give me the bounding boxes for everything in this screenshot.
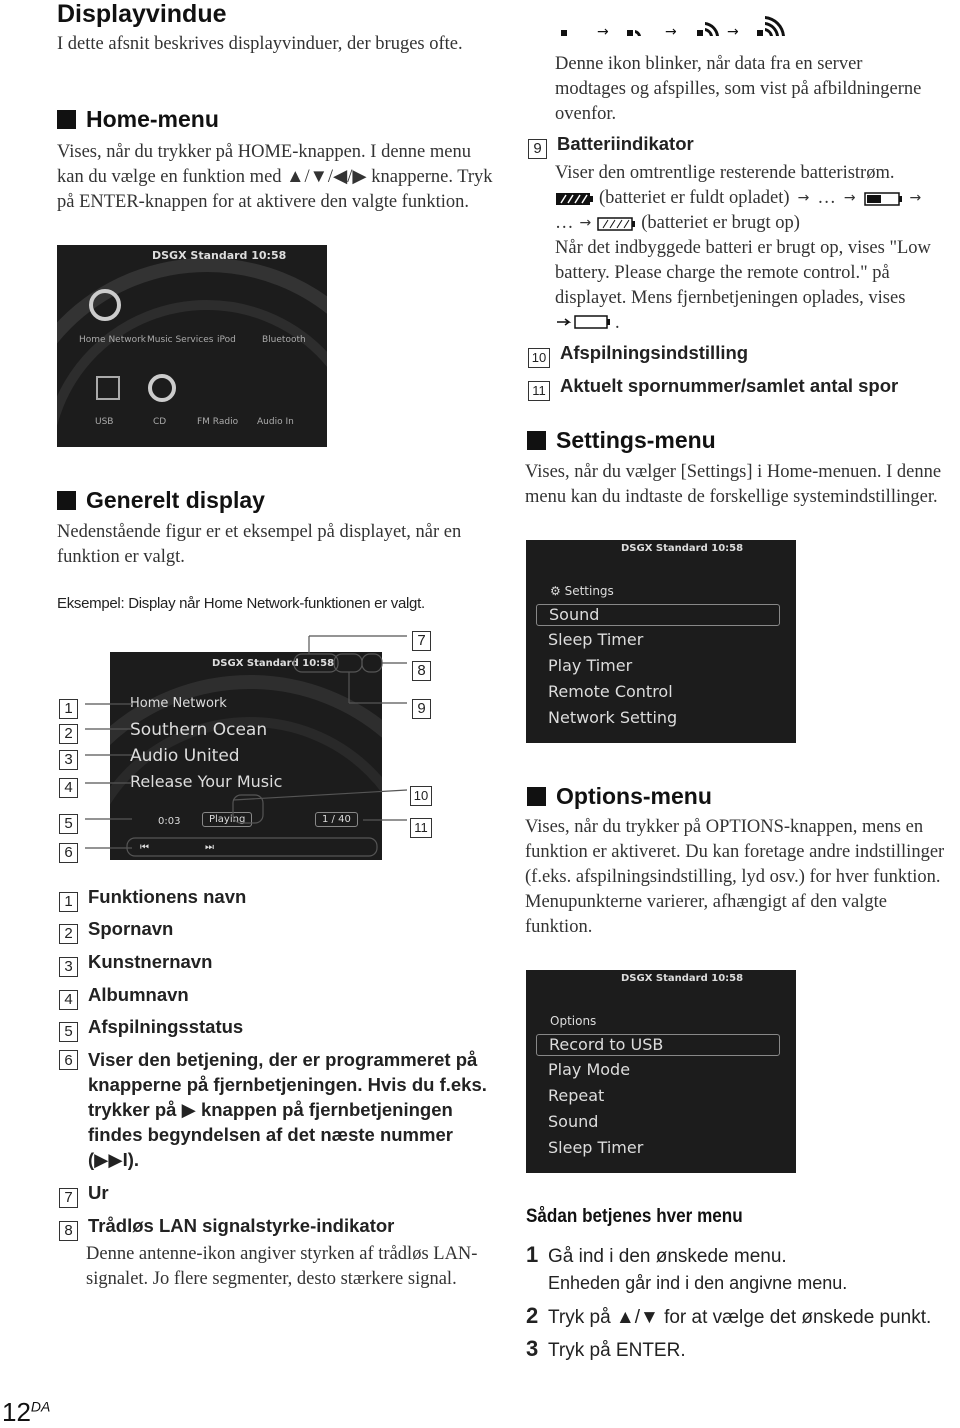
callout-1: 1: [59, 694, 88, 719]
options-menu-heading: Options-menu: [527, 783, 712, 810]
item-1: 1 Funktionens navn: [59, 884, 246, 912]
options-menu-screenshot: [526, 970, 796, 1173]
settings-item-play-timer[interactable]: Play Timer: [548, 656, 633, 675]
battery-half-icon: [864, 191, 904, 207]
home-screen-header: DSGX Standard 10:58: [152, 249, 287, 262]
callout-8: 8: [412, 656, 441, 681]
home-item-5: USB: [95, 417, 114, 427]
home-item-2: Music Services: [147, 335, 214, 345]
callout-3: 3: [59, 745, 88, 770]
item-4: 4 Albumnavn: [59, 982, 189, 1010]
battery-charging-icon: [555, 314, 615, 330]
callout-6: 6: [59, 838, 88, 863]
item-7: 7 Ur: [59, 1180, 109, 1208]
general-display-heading: Generelt display: [57, 487, 265, 514]
settings-item-sound[interactable]: Sound: [536, 604, 780, 626]
step-1: 1 Gå ind i den ønskede menu.: [526, 1242, 787, 1267]
battery-empty-line: … → (batteriet er brugt op): [555, 213, 800, 233]
step-3: 3 Tryk på ENTER.: [526, 1336, 686, 1361]
prev-button-hint: ⏮: [140, 842, 149, 853]
svg-text:→: →: [727, 24, 739, 40]
home-menu-text: Vises, når du trykker på HOME-knappen. I denne menu kan du vælge en funktion med ▲/▼/◀/▶ knapperne. Tryk på ENTER-knappen for at aktivere den valgte funktion.: [57, 142, 493, 212]
battery-text-2: Når det indbyggede batteri er brugt op, vises "Low battery. Please charge the remote control." på displayet. Mens fjernbetjeningen oplades, vises .: [555, 238, 931, 333]
callout-10: 10: [410, 781, 442, 806]
settings-item-sleep-timer[interactable]: Sleep Timer: [548, 630, 644, 649]
item-5: 5 Afspilningsstatus: [59, 1014, 243, 1042]
item-3: 3 Kunstnernavn: [59, 949, 212, 977]
signal-text: Denne ikon blinker, når data fra en server modtages og afspilles, som vist på afbildningerne ovenfor.: [555, 54, 922, 124]
playback-status: Playing: [202, 812, 252, 827]
page-number: $12^{DA}$: [2, 1397, 51, 1427]
section-square-icon: [57, 110, 76, 129]
section-square-icon: [57, 491, 76, 510]
battery-full-line: (batteriet er fuldt opladet) → … → →: [555, 186, 921, 211]
settings-menu-text: Vises, når du vælger [Settings] i Home-menuen. I denne menu kan du indtaste de forskellige systemindstillinger.: [525, 462, 942, 507]
general-screen-header: DSGX Standard 10:58: [212, 658, 335, 669]
home-menu-heading: Home-menu: [57, 106, 219, 133]
item-10: 10 Afspilningsindstilling: [528, 340, 748, 368]
settings-item-remote-control[interactable]: Remote Control: [548, 682, 673, 701]
signal-sequence-icons: [557, 14, 797, 40]
settings-screen-header: DSGX Standard 10:58: [621, 543, 744, 554]
callout-9: 9: [412, 694, 441, 719]
item-8: 8 Trådløs LAN signalstyrke-indikator: [59, 1213, 394, 1241]
next-button-hint: ⏭: [205, 842, 214, 853]
battery-text-1: Viser den omtrentlige resterende batteristrøm.: [555, 163, 895, 183]
settings-screen-title: ⚙ Settings: [550, 584, 614, 598]
callout-5: 5: [59, 809, 88, 834]
callout-4: 4: [59, 773, 88, 798]
intro-text: I dette afsnit beskrives displayvinduer, der bruges ofte.: [57, 34, 463, 54]
track-counter: 1 / 40: [315, 812, 358, 827]
cd-icon: [150, 376, 174, 400]
example-caption: Eksempel: Display når Home Network-funktionen er valgt.: [57, 595, 425, 612]
svg-text:→: →: [665, 24, 677, 40]
step-2: 2 Tryk på ▲/▼ for at vælge det ønskede punkt.: [526, 1303, 932, 1328]
home-item-8: Audio In: [257, 417, 294, 427]
album-name: Release Your Music: [130, 772, 283, 791]
home-item-7: FM Radio: [197, 417, 239, 427]
callout-7: 7: [412, 626, 441, 651]
settings-menu-heading: Settings-menu: [527, 427, 716, 454]
options-item-play-mode[interactable]: Play Mode: [548, 1060, 631, 1079]
item-6: 6 Viser den betjening, der er programmeret på knapperne på fjernbetjeningen. Hvis du f.eks. trykker på ▶ knappen på fjernbetjeningen findes begyndelsen af det næste nummer (▶▶I).: [59, 1047, 489, 1172]
function-name: Home Network: [130, 696, 227, 711]
options-item-record-to-usb[interactable]: Record to USB: [536, 1034, 780, 1056]
callout-11: 11: [410, 813, 442, 838]
settings-menu-screenshot: [526, 540, 796, 743]
home-item-4: Bluetooth: [262, 335, 306, 345]
section-square-icon: [527, 787, 546, 806]
home-menu-screenshot: [57, 245, 327, 447]
options-screen-title: Options: [550, 1014, 597, 1028]
howto-heading: Sådan betjenes hver menu: [526, 1206, 743, 1227]
general-display-text: Nedenstående figur er et eksempel på displayet, når en funktion er valgt.: [57, 522, 462, 567]
home-item-3: iPod: [217, 335, 236, 345]
item-9: 9 Batteriindikator: [528, 131, 694, 159]
options-item-sleep-timer[interactable]: Sleep Timer: [548, 1138, 644, 1157]
battery-full-icon: [555, 191, 595, 207]
callout-lines: [57, 620, 457, 870]
svg-text:→: →: [597, 24, 609, 40]
item-2: 2 Spornavn: [59, 916, 173, 944]
elapsed-time: 0:03: [158, 816, 181, 827]
options-screen-header: DSGX Standard 10:58: [621, 973, 744, 984]
options-menu-text: Vises, når du trykker på OPTIONS-knappen, mens en funktion er aktiveret. Du kan foretage andre indstillinger (f.eks. afspilningsindstilling, lyd osv.) for hver funktion. Menupunkterne varierer, afhængigt af den valgte funktion.: [525, 817, 945, 937]
signal-0-icon: [561, 30, 567, 36]
section-square-icon: [527, 431, 546, 450]
options-item-sound[interactable]: Sound: [548, 1112, 599, 1131]
home-item-1: Home Network: [79, 335, 147, 345]
item-8-text: Denne antenne-ikon angiver styrken af trådløs LAN-signalet. Jo flere segmenter, desto stærkere signal.: [86, 1244, 478, 1289]
page-title: Displayvindue: [57, 0, 227, 28]
battery-empty-icon: [597, 216, 637, 232]
item-11: 11 Aktuelt spornummer/samlet antal spor: [528, 373, 898, 401]
settings-item-network-setting[interactable]: Network Setting: [548, 708, 678, 727]
artist-name: Audio United: [130, 746, 240, 766]
callout-2: 2: [59, 719, 88, 744]
track-name: Southern Ocean: [130, 720, 268, 740]
home-item-6: CD: [153, 417, 167, 427]
usb-icon: [97, 377, 119, 399]
step-1-sub: Enheden går ind i den angivne menu.: [548, 1273, 848, 1293]
options-item-repeat[interactable]: Repeat: [548, 1086, 605, 1105]
